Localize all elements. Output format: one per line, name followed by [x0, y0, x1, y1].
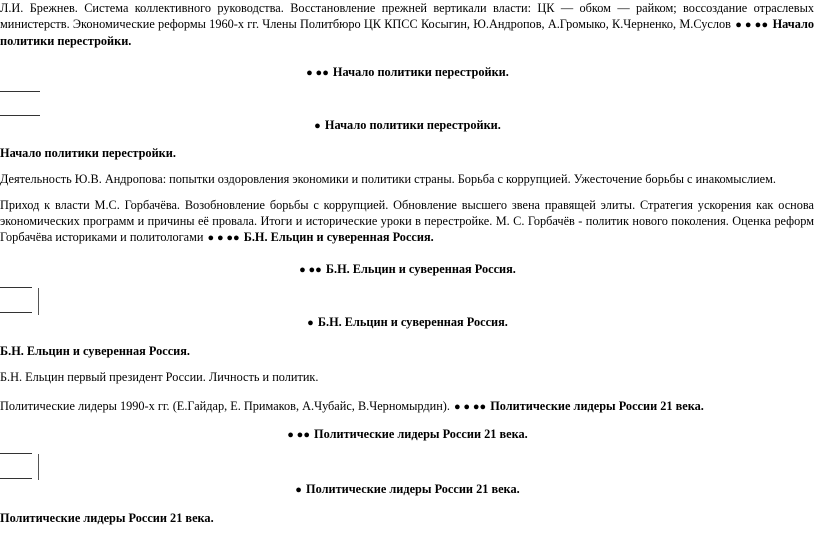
bullet-glyphs: ● — [314, 120, 321, 132]
vertical-rule — [38, 288, 39, 315]
paragraph-brezhnev — [0, 0, 814, 49]
centered-heading-leaders-2 — [0, 481, 814, 498]
centered-heading-yeltsin-1 — [0, 261, 814, 278]
centered-heading-text: Начало политики перестройки. — [332, 65, 509, 79]
bullet-glyphs: ● ● ●● — [454, 401, 487, 413]
horizontal-rule — [0, 478, 32, 479]
paragraph-gorbachev — [0, 197, 814, 246]
inline-heading: Политические лидеры России 21 века. — [490, 399, 704, 413]
horizontal-rule — [0, 287, 32, 288]
bullet-glyphs: ● ●● — [287, 429, 310, 441]
paragraph-andropov: Деятельность Ю.В. Андропова: попытки оздоровления экономики и политики страны. Борьба с коррупцией. Ужесточение борьбы с инакомыслием. — [0, 172, 776, 186]
paragraph-text: Л.И. Брежнев. Система коллективного руководства. Восстановление прежней вертикали власти: ЦК — обком — райком; воссоздание отраслевых министерств. Экономические реформы 1960-х гг. Члены Политбюро ЦК КПСС Косыгин, Ю.Андропов, А.Громыко, К.Черненко, М.Суслов — [0, 1, 814, 31]
centered-heading-text: Политические лидеры России 21 века. — [306, 482, 520, 496]
bullet-glyphs: ● ●● — [299, 264, 322, 276]
horizontal-rule — [0, 453, 32, 454]
horizontal-rule — [0, 91, 40, 92]
horizontal-rule — [0, 312, 32, 313]
paragraph-yeltsin: Б.Н. Ельцин первый президент России. Личность и политик. — [0, 370, 319, 384]
centered-heading-leaders-1 — [0, 426, 814, 443]
bullet-glyphs: ● — [295, 484, 302, 496]
centered-heading-yeltsin-2 — [0, 314, 814, 331]
centered-heading-perestroika-1 — [0, 64, 814, 81]
paragraph-leaders-1990s — [0, 398, 814, 415]
section-heading-leaders: Политические лидеры России 21 века. — [0, 511, 214, 525]
centered-heading-text: Начало политики перестройки. — [324, 118, 501, 132]
centered-heading-text: Б.Н. Ельцин и суверенная Россия. — [317, 315, 508, 329]
inline-heading: Начало политики перестройки. — [0, 17, 815, 48]
bullet-glyphs: ● — [307, 317, 314, 329]
bullet-glyphs: ● ● ●● — [207, 232, 240, 244]
bullet-glyphs: ● ● ●● — [735, 19, 769, 31]
paragraph-text: Политические лидеры 1990-х гг. (Е.Гайдар, Е. Примаков, А.Чубайс, В.Черномырдин). — [0, 399, 450, 413]
horizontal-rule — [0, 115, 40, 116]
paragraph-text: Приход к власти М.С. Горбачёва. Возобновление борьбы с коррупцией. Обновление высшего звена правящей элиты. Стратегия ускорения как основа экономических программ и причины её провала. Итоги и исторические уроки в перестройке. М. С. Горбачёв - политик нового поколения. Оценка реформ Горбачёва историками и политологами — [0, 198, 814, 244]
centered-heading-text: Политические лидеры России 21 века. — [314, 427, 528, 441]
bullet-glyphs: ● ●● — [306, 67, 329, 79]
section-heading-perestroika: Начало политики перестройки. — [0, 146, 176, 160]
centered-heading-perestroika-2 — [0, 117, 814, 134]
vertical-rule — [38, 454, 39, 480]
section-heading-yeltsin: Б.Н. Ельцин и суверенная Россия. — [0, 344, 190, 358]
centered-heading-text: Б.Н. Ельцин и суверенная Россия. — [325, 262, 516, 276]
inline-heading: Б.Н. Ельцин и суверенная Россия. — [243, 230, 434, 244]
